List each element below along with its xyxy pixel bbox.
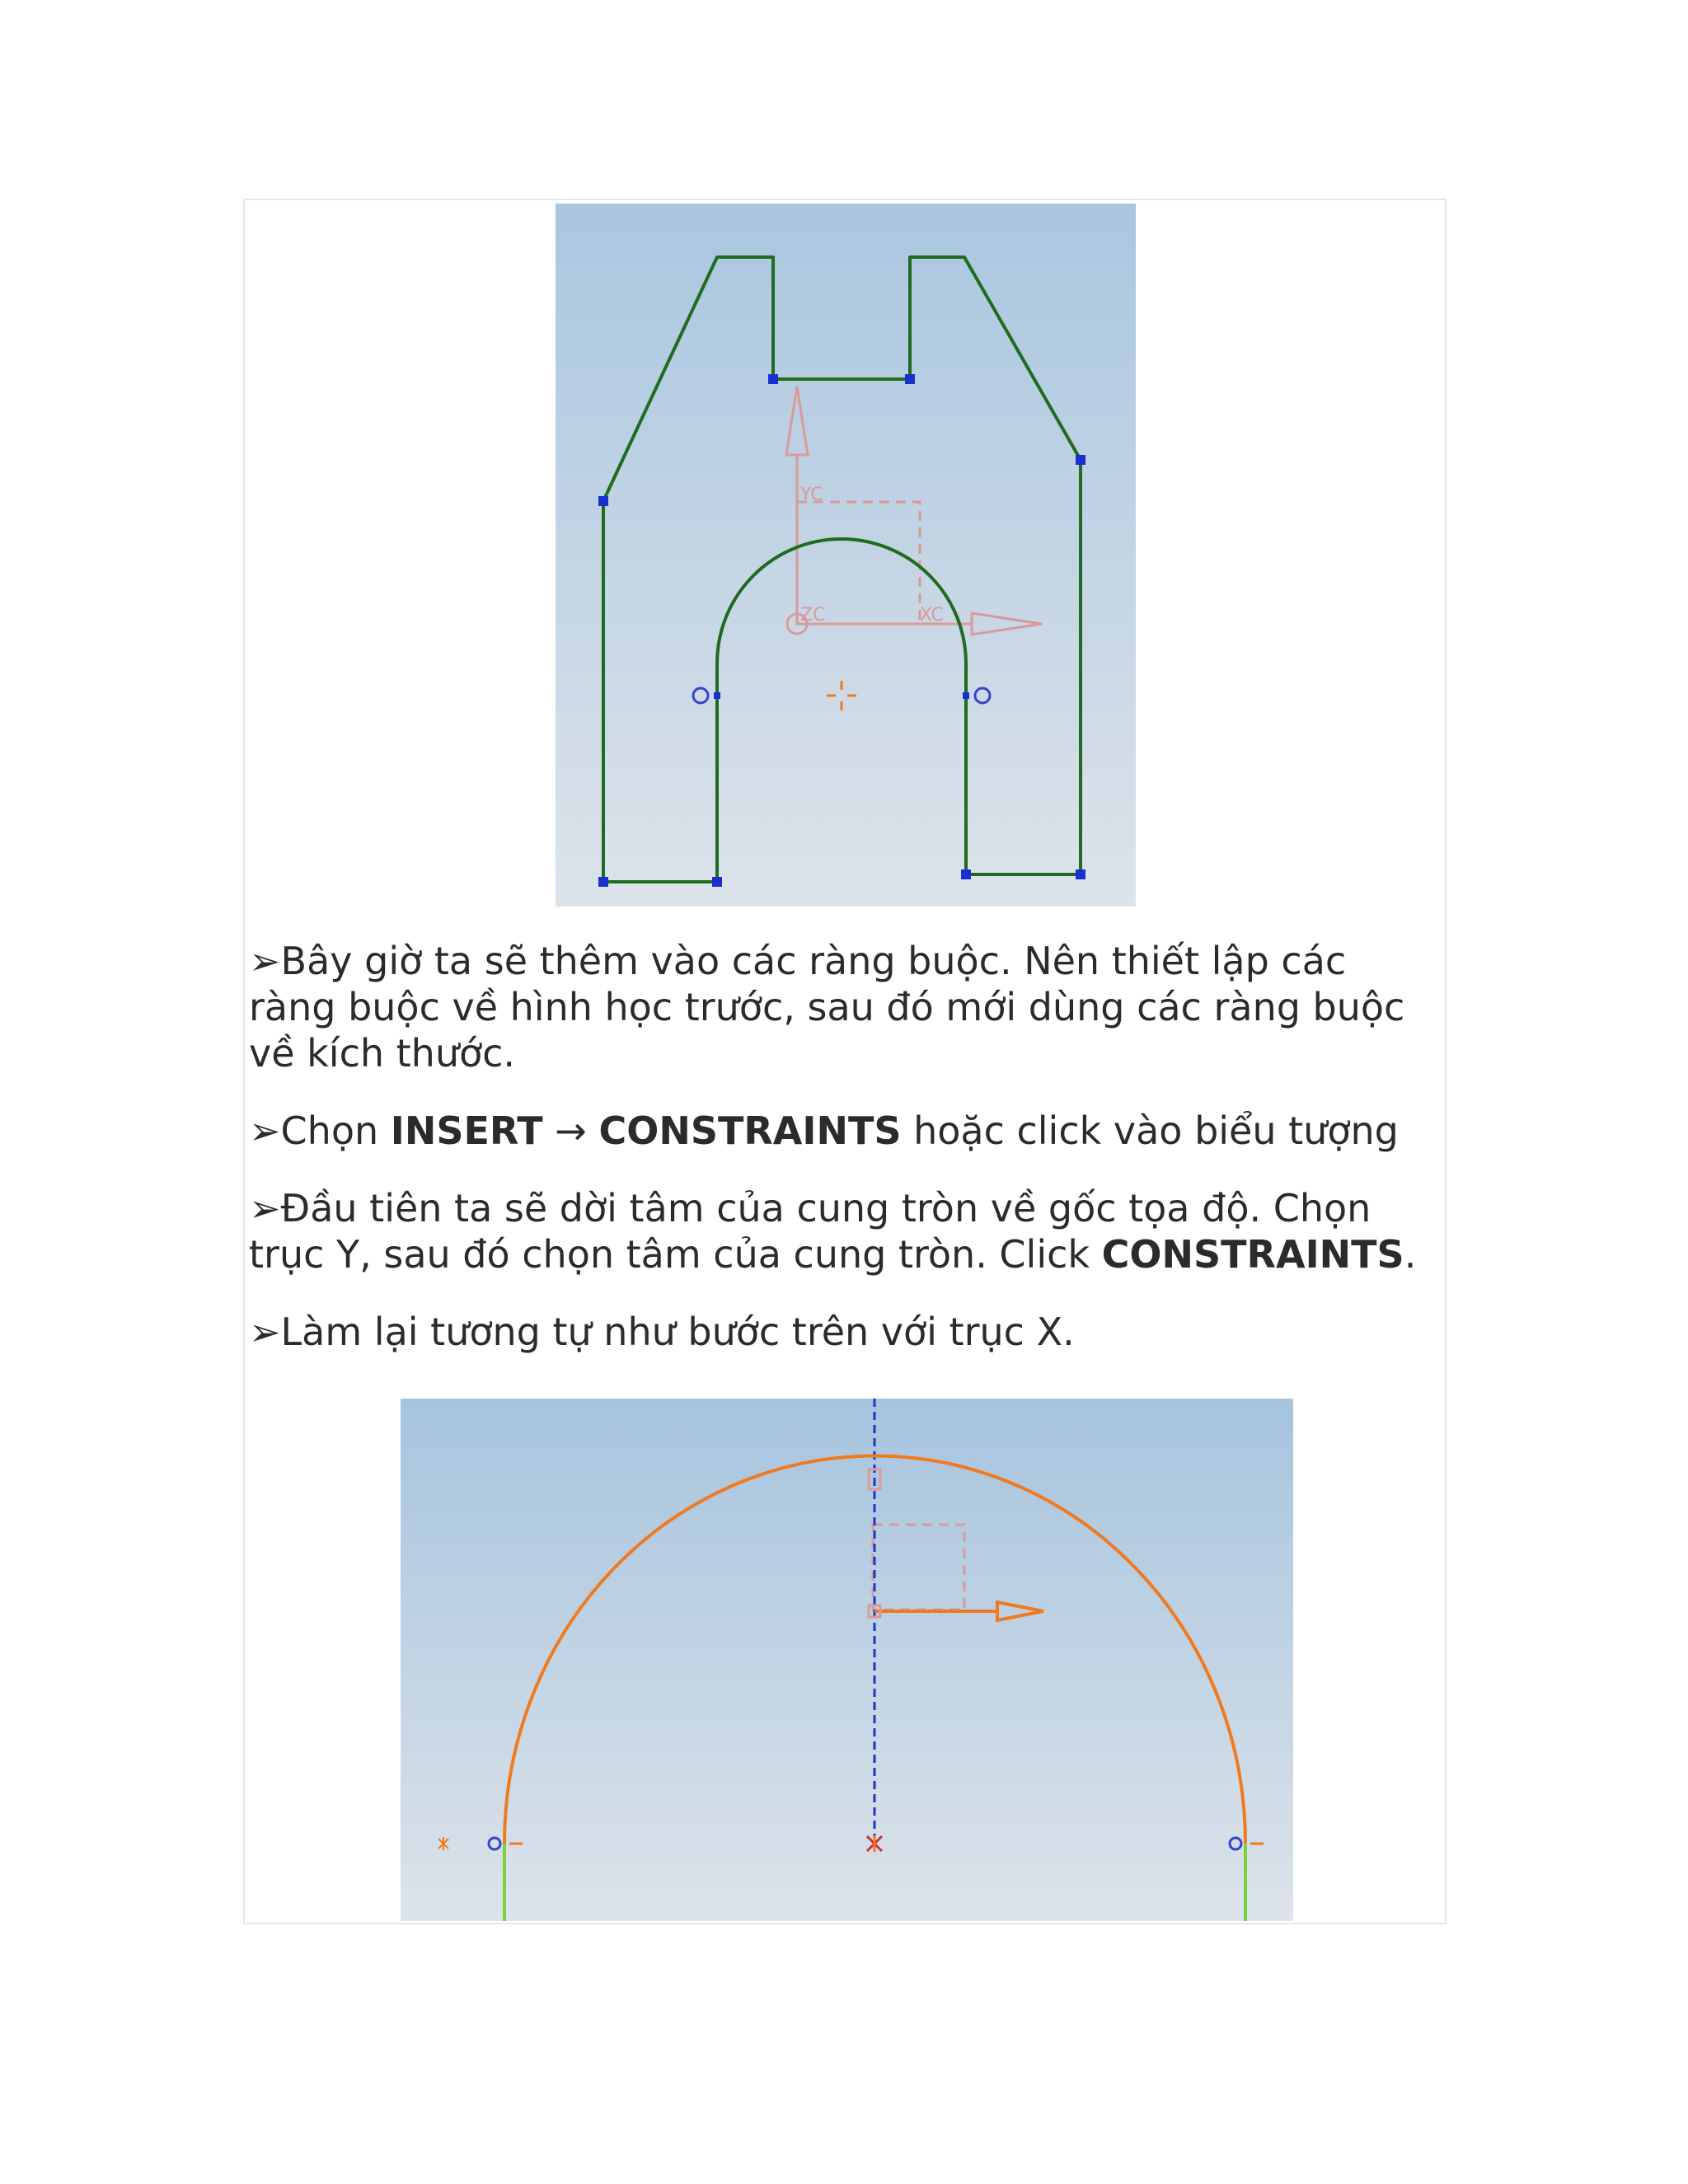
bullet-icon: ➢ (249, 1310, 281, 1354)
paragraph-4: ➢Làm lại tương tự như bước trên với trục X. (249, 1310, 1075, 1354)
bullet-icon: ➢ (249, 1186, 281, 1230)
insert-keyword: INSERT (390, 1108, 543, 1153)
paragraph-3: ➢Đầu tiên ta sẽ dời tâm của cung tròn về gốc tọa độ. Chọn trục Y, sau đó chọn tâm của cung tròn. Click CONSTRAINTS. (249, 1186, 1417, 1277)
bullet-icon: ➢ (249, 1108, 281, 1153)
xc-label: XC (920, 605, 944, 626)
yc-label: YC (800, 485, 823, 505)
paragraph-1: ➢Bây giờ ta sẽ thêm vào các ràng buộc. Nên thiết lập các ràng buộc về hình học trước, sau đó mới dùng các ràng buộc về kích thước. (249, 939, 1405, 1076)
sketch-background (401, 1399, 1293, 1921)
sketch-background (556, 204, 1136, 907)
constraints-keyword: CONSTRAINTS (598, 1108, 902, 1153)
paragraph-2: ➢Chọn INSERT → CONSTRAINTS hoặc click vào biểu tượng (249, 1108, 1399, 1153)
constraints-keyword: CONSTRAINTS (1101, 1232, 1404, 1277)
bullet-icon: ➢ (249, 939, 281, 983)
sketch-figure-2 (401, 1399, 1293, 1921)
sketch-figure-1 (556, 204, 1136, 907)
zc-label: ZC (800, 605, 826, 626)
instructions-text (249, 938, 1444, 1386)
